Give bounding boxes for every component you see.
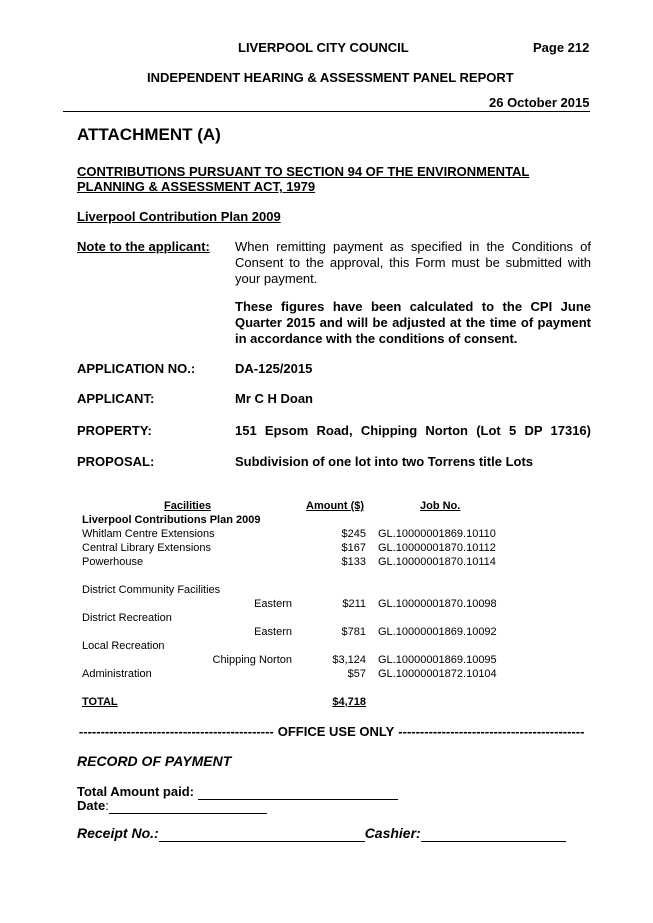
table-row-amount: $133 xyxy=(341,556,366,568)
header-divider xyxy=(63,111,590,112)
table-row-job: GL.10000001869.10110 xyxy=(378,528,496,540)
note-label: Note to the applicant: xyxy=(77,239,210,254)
property-label: PROPERTY: xyxy=(77,423,152,438)
applicant-label: APPLICANT: xyxy=(77,391,155,406)
table-row-job: GL.10000001869.10092 xyxy=(378,626,497,638)
plan-title: Liverpool Contribution Plan 2009 xyxy=(77,209,281,224)
date-colon: : xyxy=(105,798,109,813)
cashier-label: Cashier: xyxy=(364,825,421,841)
table-header-amount: Amount ($) xyxy=(306,500,365,512)
date-label: Date xyxy=(77,798,106,813)
table-row-subarea: Eastern xyxy=(254,626,292,638)
table-row-amount: $167 xyxy=(341,542,366,554)
table-row-facility: District Community Facilities xyxy=(82,584,221,596)
receipt-row xyxy=(77,825,566,842)
table-row-job: GL.10000001870.10112 xyxy=(378,542,496,554)
application-no-value: DA-125/2015 xyxy=(235,361,313,376)
table-row-amount: $211 xyxy=(342,598,366,610)
office-use-label: OFFICE USE ONLY xyxy=(277,724,395,739)
date-row xyxy=(77,798,267,814)
table-header-facilities: Facilities xyxy=(164,500,212,512)
office-use-left-dashes: --------------------------------------------- xyxy=(78,724,274,739)
note-bold-text: These figures have been calculated to the CPI June Quarter 2015 and will be adjusted at the time of payment in accordance with the conditions of consent. xyxy=(235,299,591,346)
table-row-facility: Central Library Extensions xyxy=(82,542,212,554)
total-paid-label: Total Amount paid: xyxy=(77,784,194,799)
table-row-subarea: Eastern xyxy=(254,598,292,610)
table-row-facility: Local Recreation xyxy=(82,640,165,652)
applicant-value: Mr C H Doan xyxy=(235,391,313,406)
table-row-amount: $781 xyxy=(341,626,366,638)
table-row-facility: District Recreation xyxy=(82,612,172,624)
receipt-label: Receipt No.: xyxy=(77,825,159,841)
table-row-facility: Administration xyxy=(82,668,152,680)
receipt-field[interactable] xyxy=(159,825,365,842)
table-section-title: Liverpool Contributions Plan 2009 xyxy=(82,514,261,526)
report-date: 26 October 2015 xyxy=(489,95,590,110)
office-use-divider xyxy=(77,724,595,739)
table-row-subarea: Chipping Norton xyxy=(212,654,292,666)
table-header-job: Job No. xyxy=(420,500,461,512)
date-field[interactable] xyxy=(109,798,267,814)
table-row-job: GL.10000001870.10098 xyxy=(378,598,497,610)
table-row-facility: Powerhouse xyxy=(82,556,144,568)
note-text: When remitting payment as specified in the Conditions of Consent to the approval, this Form must be submitted with your payment. xyxy=(235,239,591,286)
attachment-title: ATTACHMENT (A) xyxy=(77,125,221,144)
office-use-right-dashes: ------------------------------------------- xyxy=(398,724,585,739)
table-row-job: GL.10000001870.10114 xyxy=(378,556,496,568)
total-value: $4,718 xyxy=(332,696,366,708)
application-no-label: APPLICATION NO.: xyxy=(77,361,196,376)
table-row-amount: $245 xyxy=(341,528,366,540)
record-of-payment-title: RECORD OF PAYMENT xyxy=(77,753,232,769)
table-row-job: GL.10000001872.10104 xyxy=(378,668,497,680)
proposal-value: Subdivision of one lot into two Torrens title Lots xyxy=(235,454,534,469)
property-value: 151 Epsom Road, Chipping Norton (Lot 5 DP 17316) xyxy=(235,423,591,438)
proposal-label: PROPOSAL: xyxy=(77,454,155,469)
table-row-amount: $3,124 xyxy=(332,654,366,666)
table-row-amount: $57 xyxy=(347,668,366,680)
council-name: LIVERPOOL CITY COUNCIL xyxy=(238,40,409,55)
contributions-heading-line1: CONTRIBUTIONS PURSUANT TO SECTION 94 OF THE ENVIRONMENTAL xyxy=(77,164,530,179)
page-number: Page 212 xyxy=(533,40,590,55)
cashier-field[interactable] xyxy=(421,825,566,842)
table-row-job: GL.10000001869.10095 xyxy=(378,654,497,666)
table-row-facility: Whitlam Centre Extensions xyxy=(82,528,215,540)
report-title: INDEPENDENT HEARING & ASSESSMENT PANEL REPORT xyxy=(147,70,514,85)
total-label: TOTAL xyxy=(82,696,118,708)
contributions-heading-line2: PLANNING & ASSESSMENT ACT, 1979 xyxy=(77,179,316,194)
